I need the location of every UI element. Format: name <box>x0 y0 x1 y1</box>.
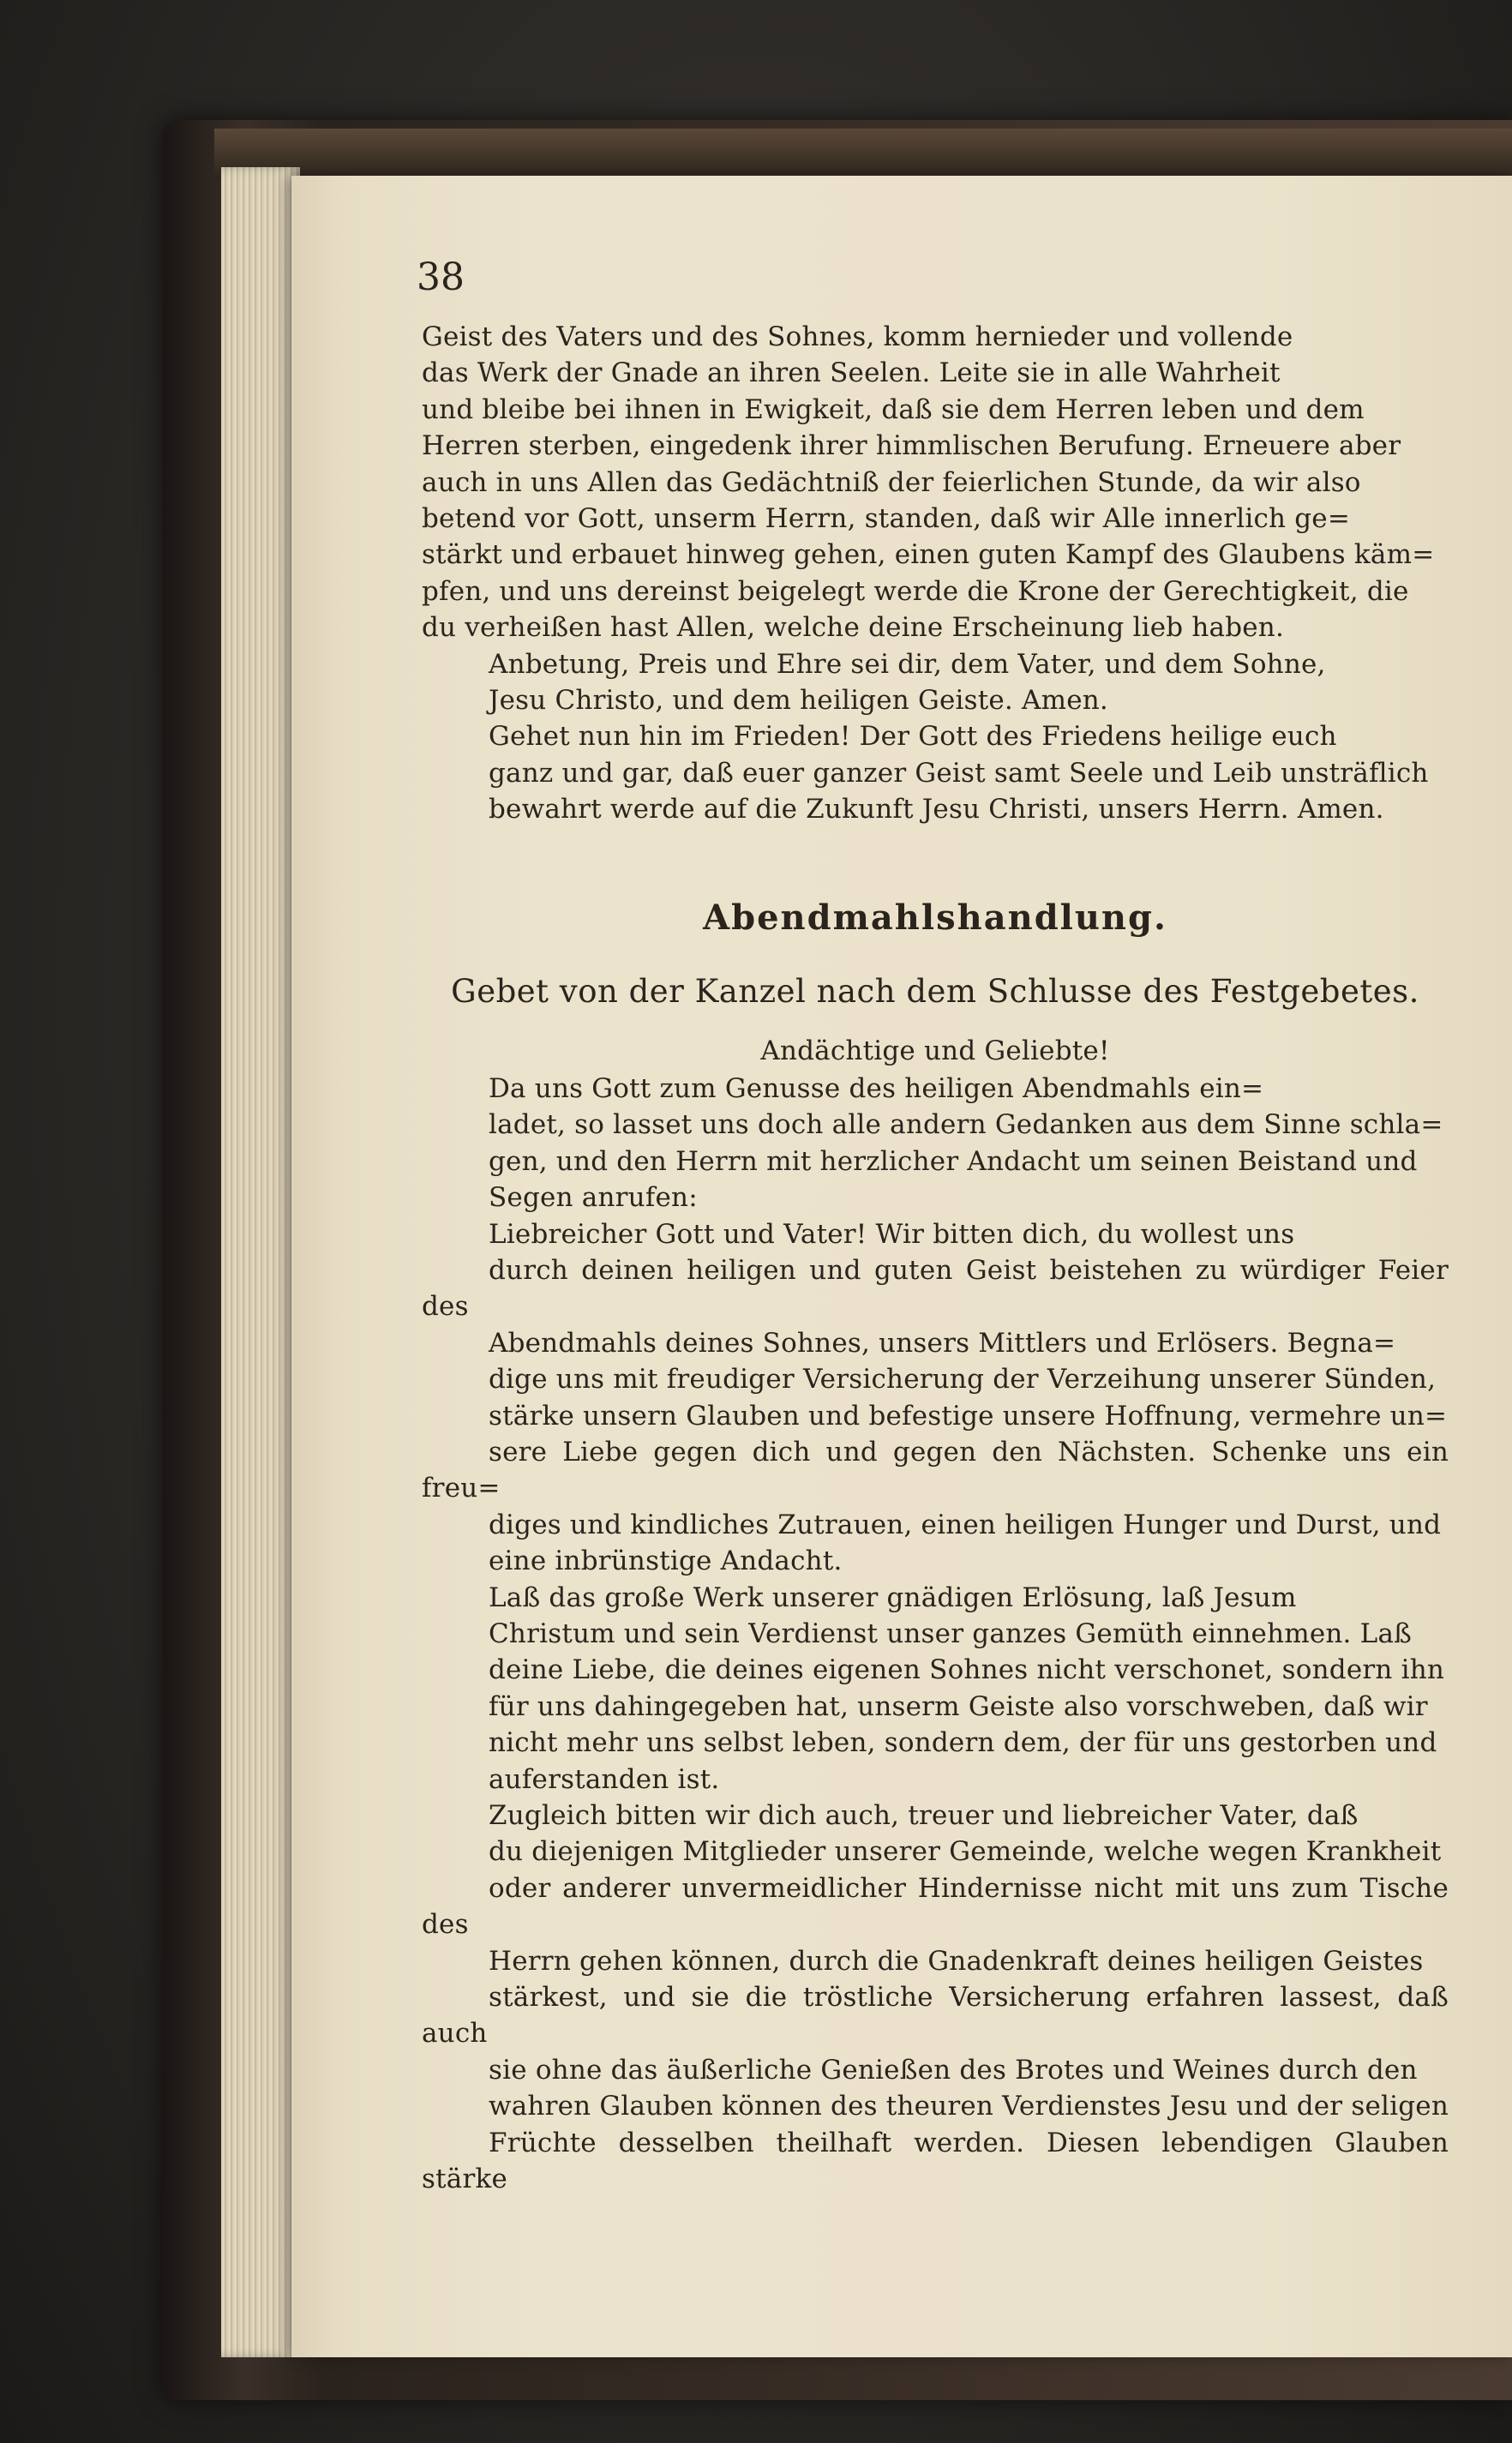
text-line: sere Liebe gegen dich und gegen den Nächsten. Schenke uns ein freu= <box>422 1436 1449 1504</box>
text-line: Anbetung, Preis und Ehre sei dir, dem Vater, und dem Sohne, <box>489 648 1326 680</box>
text-line: durch deinen heiligen und guten Geist beistehen zu würdiger Feier des <box>422 1254 1449 1323</box>
page-number: 38 <box>417 255 465 299</box>
text-line: deine Liebe, die deines eigenen Sohnes nicht verschonet, sondern ihn <box>489 1654 1445 1686</box>
text-line: ganz und gar, daß euer ganzer Geist samt Seele und Leib unsträflich <box>489 757 1429 789</box>
text-line: für uns dahingegeben hat, unserm Geiste also vorschweben, daß wir <box>489 1690 1428 1722</box>
text-line: eine inbrünstige Andacht. <box>489 1546 843 1577</box>
page-text <box>422 319 1449 2198</box>
salutation: Andächtige und Geliebte! <box>760 1035 1110 1066</box>
continuation-paragraph <box>422 319 1449 646</box>
text-line: Da uns Gott zum Genusse des heiligen Abendmahls ein= <box>489 1072 1264 1104</box>
text-line: Laß das große Werk unserer gnädigen Erlösung, laß Jesum <box>489 1582 1297 1613</box>
text-line: du diejenigen Mitglieder unserer Gemeinde, welche wegen Krankheit <box>489 1836 1442 1868</box>
prayer-title: Gebet von der Kanzel nach dem Schlusse des Festgebetes. <box>451 973 1419 1011</box>
text-line: gen, und den Herrn mit herzlicher Andacht um seinen Beistand und <box>489 1145 1418 1177</box>
text-line: wahren Glauben können des theuren Verdienstes Jesu und der seligen <box>489 2091 1449 2122</box>
text-line: betend vor Gott, unserm Herrn, standen, daß wir Alle innerlich ge= <box>422 503 1350 535</box>
text-line: diges und kindliches Zutrauen, einen heiligen Hunger und Durst, und <box>489 1509 1442 1540</box>
text-line: Christum und sein Verdienst unser ganzes Gemüth einnehmen. Laß <box>489 1618 1413 1649</box>
book-cover-top-edge <box>214 129 1512 180</box>
text-line: du verheißen hast Allen, welche deine Erscheinung lieb haben. <box>422 612 1285 644</box>
text-line: Geist des Vaters und des Sohnes, komm hernieder und vollende <box>422 321 1293 352</box>
text-line: und bleibe bei ihnen in Ewigkeit, daß sie dem Herren leben und dem <box>422 393 1365 425</box>
prayer-paragraph-3 <box>422 1798 1449 2197</box>
text-line: stärkt und erbauet hinweg gehen, einen guten Kampf des Glaubens käm= <box>422 539 1435 571</box>
text-line: auferstanden ist. <box>489 1763 720 1795</box>
text-line: bewahrt werde auf die Zukunft Jesu Christi, unsers Herrn. Amen. <box>489 794 1384 825</box>
prayer-paragraph-2 <box>422 1580 1449 1798</box>
text-line: auch in uns Allen das Gedächtniß der feierlichen Stunde, da wir also <box>422 466 1361 498</box>
text-line: Gehet nun hin im Frieden! Der Gott des Friedens heilige euch <box>489 721 1337 753</box>
blessing-paragraph <box>422 718 1449 827</box>
text-line: Früchte desselben theilhaft werden. Diesen lebendigen Glauben stärke <box>422 2127 1449 2195</box>
text-line: oder anderer unvermeidlicher Hindernisse nicht mit uns zum Tische des <box>422 1872 1449 1941</box>
page-edges <box>221 167 300 2357</box>
text-line: stärkest, und sie die tröstliche Versicherung erfahren lassest, daß auch <box>422 1982 1449 2050</box>
section-title: Abendmahlshandlung. <box>703 897 1167 938</box>
prayer-paragraph-1 <box>422 1216 1449 1580</box>
text-line: Herren sterben, eingedenk ihrer himmlischen Berufung. Erneuere aber <box>422 430 1401 462</box>
text-line: das Werk der Gnade an ihren Seelen. Leite sie in alle Wahrheit <box>422 357 1281 389</box>
text-line: Abendmahls deines Sohnes, unsers Mittlers und Erlösers. Begna= <box>489 1327 1396 1359</box>
text-line: dige uns mit freudiger Versicherung der Verzeihung unserer Sünden, <box>489 1364 1437 1396</box>
text-line: Herrn gehen können, durch die Gnadenkraft deines heiligen Geistes <box>489 1945 1424 1977</box>
doxology-paragraph <box>422 646 1449 719</box>
invitation-paragraph <box>422 1071 1449 1216</box>
text-line: Segen anrufen: <box>489 1182 698 1214</box>
text-line: nicht mehr uns selbst leben, sondern dem, der für uns gestorben und <box>489 1727 1437 1759</box>
text-line: stärke unsern Glauben und befestige unsere Hoffnung, vermehre un= <box>489 1400 1448 1432</box>
text-line: Jesu Christo, und dem heiligen Geiste. Amen. <box>489 685 1108 717</box>
text-line: Liebreicher Gott und Vater! Wir bitten dich, du wollest uns <box>489 1218 1295 1250</box>
text-line: sie ohne das äußerliche Genießen des Brotes und Weines durch den <box>489 2054 1418 2086</box>
text-line: pfen, und uns dereinst beigelegt werde die Krone der Gerechtigkeit, die <box>422 575 1409 607</box>
text-line: Zugleich bitten wir dich auch, treuer und liebreicher Vater, daß <box>489 1800 1359 1832</box>
text-line: ladet, so lasset uns doch alle andern Gedanken aus dem Sinne schla= <box>489 1109 1443 1141</box>
